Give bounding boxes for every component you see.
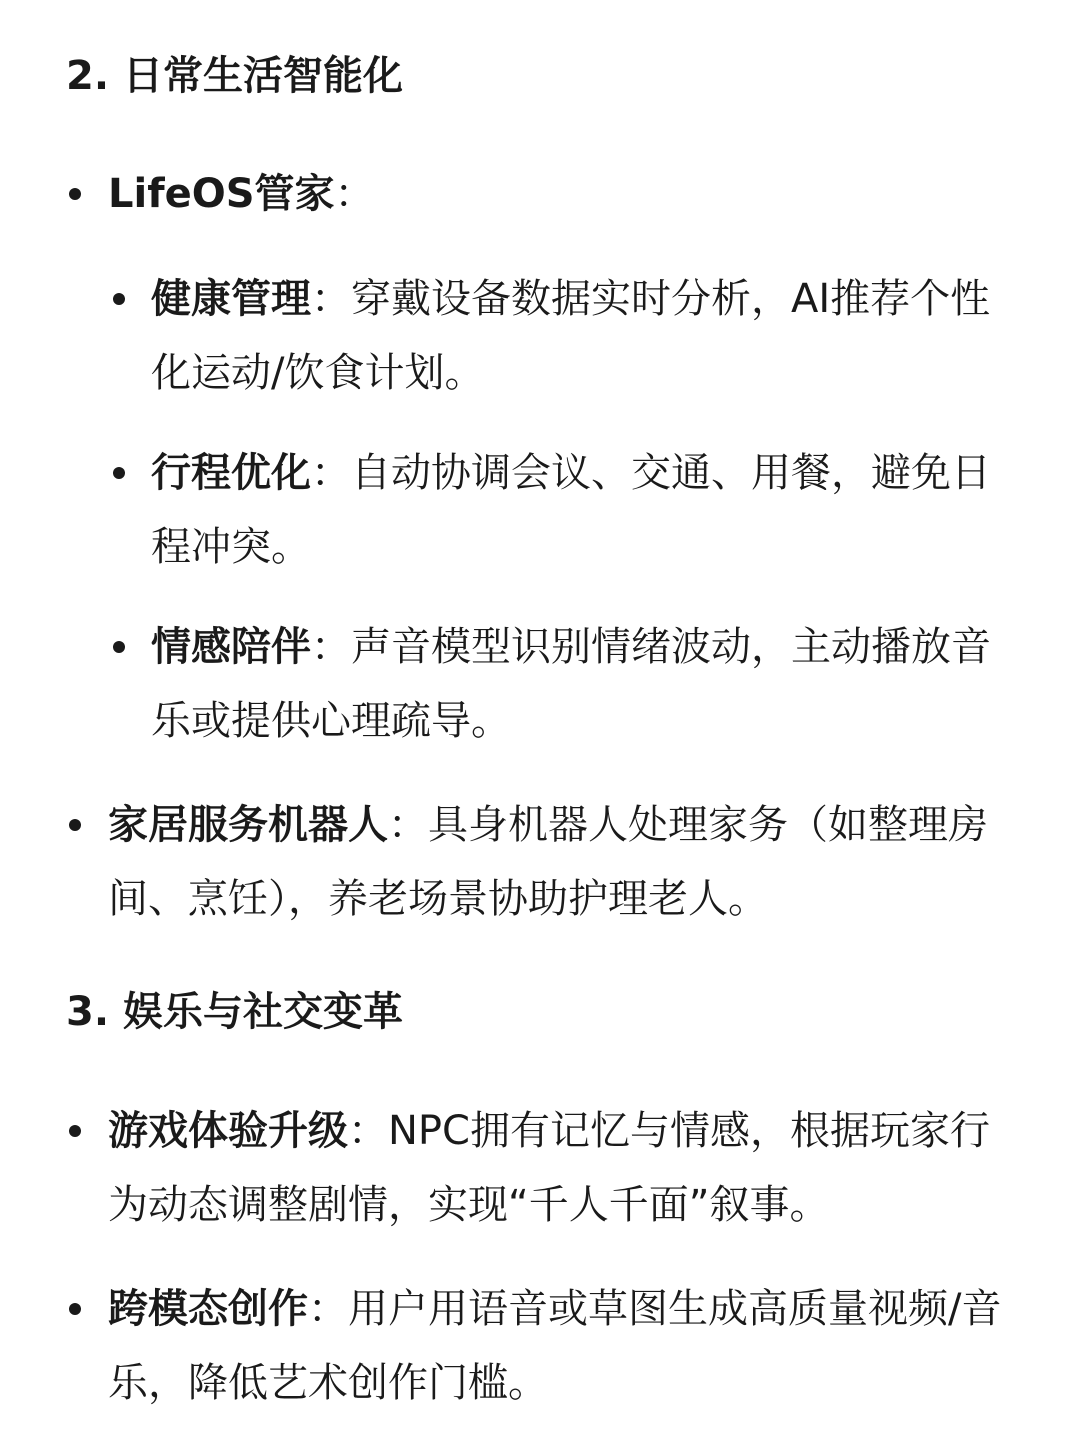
item-term: 游戏体验升级 bbox=[108, 1108, 348, 1154]
item-term: LifeOS管家 bbox=[108, 171, 335, 217]
item-term: 跨模态创作 bbox=[108, 1286, 308, 1332]
item-text: 具身机器人处理家务（如整理房间、烹饪），养老场景协助护理老人。 bbox=[108, 802, 988, 922]
item-colon: ： bbox=[311, 450, 351, 496]
bullet-icon bbox=[113, 641, 125, 653]
list-item-home-robot bbox=[108, 788, 1008, 936]
section-heading-daily-life: 2. 日常生活智能化 bbox=[66, 53, 403, 99]
list-item-lifeos bbox=[108, 157, 1008, 231]
sub-list-item-health bbox=[151, 262, 1011, 410]
item-colon: ： bbox=[311, 624, 351, 670]
bullet-icon bbox=[113, 467, 125, 479]
item-colon: ： bbox=[308, 1286, 348, 1332]
item-text: 声音模型识别情绪波动，主动播放音乐或提供心理疏导。 bbox=[151, 624, 991, 744]
sub-list-item-schedule bbox=[151, 436, 1011, 584]
item-term: 健康管理 bbox=[151, 276, 311, 322]
item-term: 行程优化 bbox=[151, 450, 311, 496]
item-text: 穿戴设备数据实时分析，AI推荐个性化运动/饮食计划。 bbox=[151, 276, 991, 396]
item-term: 家居服务机器人 bbox=[108, 802, 388, 848]
item-text: 自动协调会议、交通、用餐，避免日程冲突。 bbox=[151, 450, 991, 570]
bullet-icon bbox=[69, 188, 81, 200]
sub-list-item-emotion bbox=[151, 610, 1011, 758]
bullet-icon bbox=[69, 1125, 81, 1137]
item-colon: ： bbox=[348, 1108, 388, 1154]
item-term: 情感陪伴 bbox=[151, 624, 311, 670]
list-item-gaming bbox=[108, 1094, 1008, 1242]
bullet-icon bbox=[69, 1303, 81, 1315]
list-item-cross-modal bbox=[108, 1272, 1008, 1420]
item-colon: ： bbox=[388, 802, 428, 848]
bullet-icon bbox=[69, 819, 81, 831]
item-text: 用户用语音或草图生成高质量视频/音乐，降低艺术创作门槛。 bbox=[108, 1286, 1002, 1406]
item-colon: ： bbox=[334, 171, 375, 217]
bullet-icon bbox=[113, 293, 125, 305]
item-text: NPC拥有记忆与情感，根据玩家行为动态调整剧情，实现“千人千面”叙事。 bbox=[108, 1108, 990, 1228]
item-colon: ： bbox=[311, 276, 351, 322]
section-heading-entertainment: 3. 娱乐与社交变革 bbox=[66, 989, 403, 1035]
